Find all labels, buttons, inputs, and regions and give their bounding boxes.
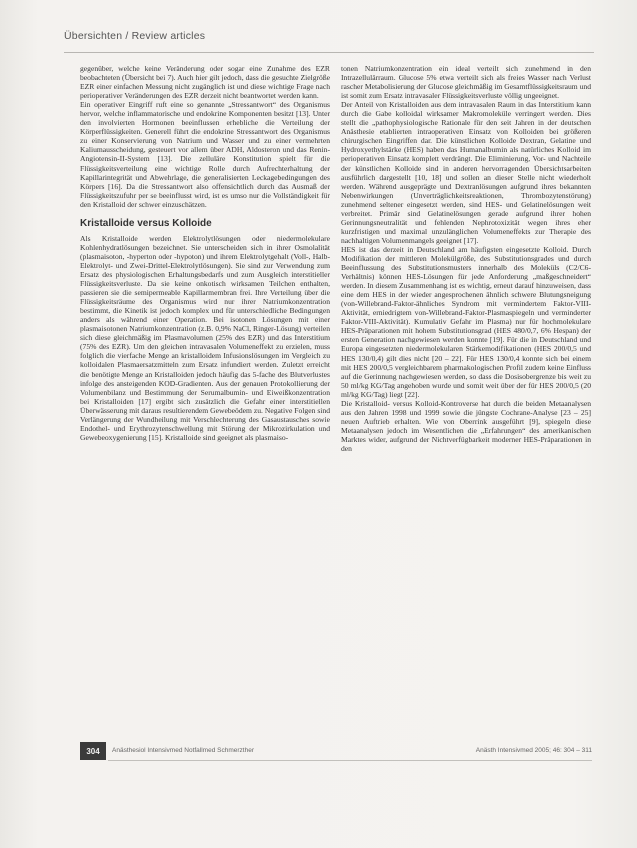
paragraph: HES ist das derzeit in Deutschland am häufigsten eingesetzte Kolloid. Durch Modifikation der mittleren Molekülgröße, des Substitutionsgrades und durch Beeinflussung des Substitutionsmusters innerhalb des Moleküls (C2/C6-Verhältnis) können HES-Lösungen für jede Anforderung „maßgeschneidert“ werden. In diesem Zusammenhang ist es wichtig, erneut darauf hinzuweisen, dass eine dem HES in der wieder angesprochenen ähnlich schwere Blutungsneigung (von-Willebrand-Faktor-ähnliches Syndrom mit vermindertem Faktor-VIII-Aktivität, erniedrigtem von-Willebrand-Faktor-Plasmaspiegeln und verminderter Faktor-VIII-Aktivität). Kumulativ Gefahr im Plasma) nur für hochmolekulare HES-Präparationen mit hohem Substitutionsgrad (HES 480/0,7, 6% Hespan) der ersten Generation nachgewiesen werden konnte [19]. Für die in Deutschland und Europa eingesetzten niedermolekularen Stärkemodifikationen (HES 200/0,5 und HES 130/0,4) gilt dies nicht [20 – 22]. Für HES 130/0,4 konnte sich bei einem mit HES 200/0,5 vergleichbarem pharmakologischen Profil zudem keine Einfluss auf die Gerinnung nachgewiesen werden, so dass die Dosisobergrenze bis weit zu 50 ml/kg KG/Tag angehoben wurde und somit weit über der für HES 200/0,5 (20 ml/kg KG/Tag) liegt [22]. — [341, 244, 591, 399]
page-footer — [80, 742, 592, 762]
paragraph: Die Kristalloid- versus Kolloid-Kontroverse hat durch die beiden Metaanalysen aus den Jahren 1998 und 1999 sowie die jüngste Cochrane-Analyse [23 – 25] neuen Auftrieb erhalten. Wie von Oberrink ausgeführt [9], spiegeln diese Metaanalysen jedoch im Wesentlichen die „Erfahrungen“ des amerikanischen Marktes wider, aufgrund der Nichtverfügbarkeit moderner HES-Präparationen in den — [341, 398, 591, 453]
paragraph: tonen Natriumkonzentration ein ideal verteilt sich zunehmend in den Intrazellulärraum. Glucose 5% etwa verteilt sich als freies Wasser nach Verlust rascher Metabolisierung der Glucose gleichmäßig im Gesamtflüssigkeitsraum und ist somit zum Ersatz intravasaler Flüssigkeitsverluste völlig ungeeignet. — [341, 64, 591, 101]
paragraph: gegenüber, welche keine Veränderung oder sogar eine Zunahme des EZR beobachteten (Übersicht bei 7). Auch hier gilt jedoch, dass die gesuchte Zielgröße EZR einer einfachen Messung nicht zugänglich ist und diese wichtige Frage nach perioperativer Veränderungen des EZR derzeit nicht beantwortet werden kann. — [80, 64, 330, 101]
footer-divider — [108, 760, 592, 761]
journal-citation: Anästh Intensivmed 2005; 46: 304 – 311 — [475, 747, 592, 754]
paragraph: Der Anteil von Kristalloiden aus dem intravasalen Raum in das Interstitium kann durch die Gabe kolloidal wirksamer Makromoleküle verringert werden. Dies stellt die „pathophysiologische Rationale für den seit Jahren in der deutschen Anästhesie etablierten intraoperativen Einsatz von Kolloiden bei größeren chirurgischen Eingriffen dar. Die künstlichen Kolloide Dextran, Gelatine und Hydroxyethylstärke (HES) haben das Humanalbumin als natürliches Kolloid im perioperativen Einsatz komplett verdrängt. Die Eliminierung, Vor- und Nachteile der künstlichen Kolloide sind in anderen hervorragenden Übersichtsarbeiten ausführlich dargestellt [10, 18] und sollen an dieser Stelle nicht wiederholt werden. Während ausgeprägte und Dextranlösungen aufgrund ihres bekannten Nebenwirkungen (Unverträglichkeitsreaktionen, Thrombozytenstörung) zunehmend seltener eingesetzt werden, sind HES- und Gelatinelösungen weit verbreitet. Primär sind Gelatinelösungen gerade aufgrund ihrer hohen Gerinnungsneutralität und fehlenden Nephrotoxizität wegen ihres eher kurzfristigen und maximal unzulänglichen Volumeneffekts zur Therapie des nachhaltigen Volumenmangels geeignet [17]. — [341, 100, 591, 245]
page-number: 304 — [80, 742, 106, 760]
journal-title: Anästhesiol Intensivmed Notfallmed Schmerzther — [112, 747, 254, 754]
section-heading: Kristalloide versus Kolloide — [80, 217, 212, 229]
paragraph: Als Kristalloide werden Elektrolytlösungen oder niedermolekulare Kohlenhydratlösungen bezeichnet. Sie unterscheiden sich in ihrer Osmolalität (plasmaisoton, -hyperton oder -hypoton) und ihrem Elektrolytgehalt (Voll-, Halb-Elektrolyt- und Zwei-Drittel-Elektrolytlösungen). Sie sind zur Verwendung zum Ersatz des physiologischen Erhaltungsbedarfs und zum Ausgleich interstitieller Flüssigkeitsverluste. Da sie keine onkotisch wirksamen Teilchen enthalten, passieren sie die semipermeable Kapillarmembran frei. Ihre Verteilung über die Flüssigkeitsräume des Organismus wird nur ihrer Natriumkonzentration bestimmt, die Kinetik ist jedoch komplex und für unterschiedliche Bedingungen anders als während einer Operation. Bei isotonen Lösungen mit einer plasmaisotonen Natriumkonzentration (z.B. 0,9% NaCl, Ringer-Lösung) verteilen sich diese gleichmäßig im Plasmavolumen (25% des EZR) und das Interstitium (75% des EZR). Um den gleichen intravasalen Volumeneffekt zu erzielen, muss folglich die vierfache Menge an kristalloidem Infusionslösungen im Vergleich zu kolloidalen Plasmaersatzmitteln zum Ersatz infundiert werden. Zuletzt erreicht die benötigte Menge an Kristalloiden jedoch häufig das 5-fache des Blutverlustes infolge des ansteigenden KOD-Gradienten. Aus der genauen Protokollierung der Volumenbilanz und Bestimmung der Serumalbumin- und Eiweißkonzentration bei Kristalloiden [17] ergibt sich zusätzlich die Gefahr einer interstitiellen Überwässerung mit daraus resultierendem Gewebeödem zu. Negative Folgen sind Verlängerung der Wundheilung mit Verschlechterung des Gasaustausches sowie Endothel- und Erythrozytenschwellung mit Störung der Mikrozirkulation und Gewebeoxygenierung [15]. Kristalloide sind geeignet als plasmaiso- — [80, 233, 330, 442]
header-divider — [64, 52, 594, 53]
section-header: Übersichten / Review articles — [64, 30, 206, 42]
right-text-column — [341, 64, 591, 453]
left-text-column — [80, 64, 330, 442]
paragraph: Ein operativer Eingriff ruft eine so genannte „Stressantwort“ des Organismus hervor, welche inflammatorische und endokrine Komponenten besitzt [13]. Unter den involvierten Hormonen beeinflussen erhebliche die Verteilung der Körperflüssigkeiten. Generell führt die endokrine Stressantwort des Organismus zu einer Konservierung von Natrium und Wasser und zu einer vermehrten Kaliumausscheidung, gesteuert vor allem über ADH, Aldosteron und das Renin-Angiotensin-II-System [13]. Die zelluläre Konstitution spielt für die Flüssigkeitsverteilung eine wichtige Rolle durch Aufrechterhaltung der Kapillarintegrität und Abwehrlage, die generalisierten Leckagebedingungen des Körpers [16]. Da die Stressantwort also offensichtlich durch das Ausmaß der Flüssigkeitszufuhr per se beeinflusst wird, ist es umso nur die Vollständigkeit für den Kristalloid der schwer einzuschätzen. — [80, 100, 330, 209]
